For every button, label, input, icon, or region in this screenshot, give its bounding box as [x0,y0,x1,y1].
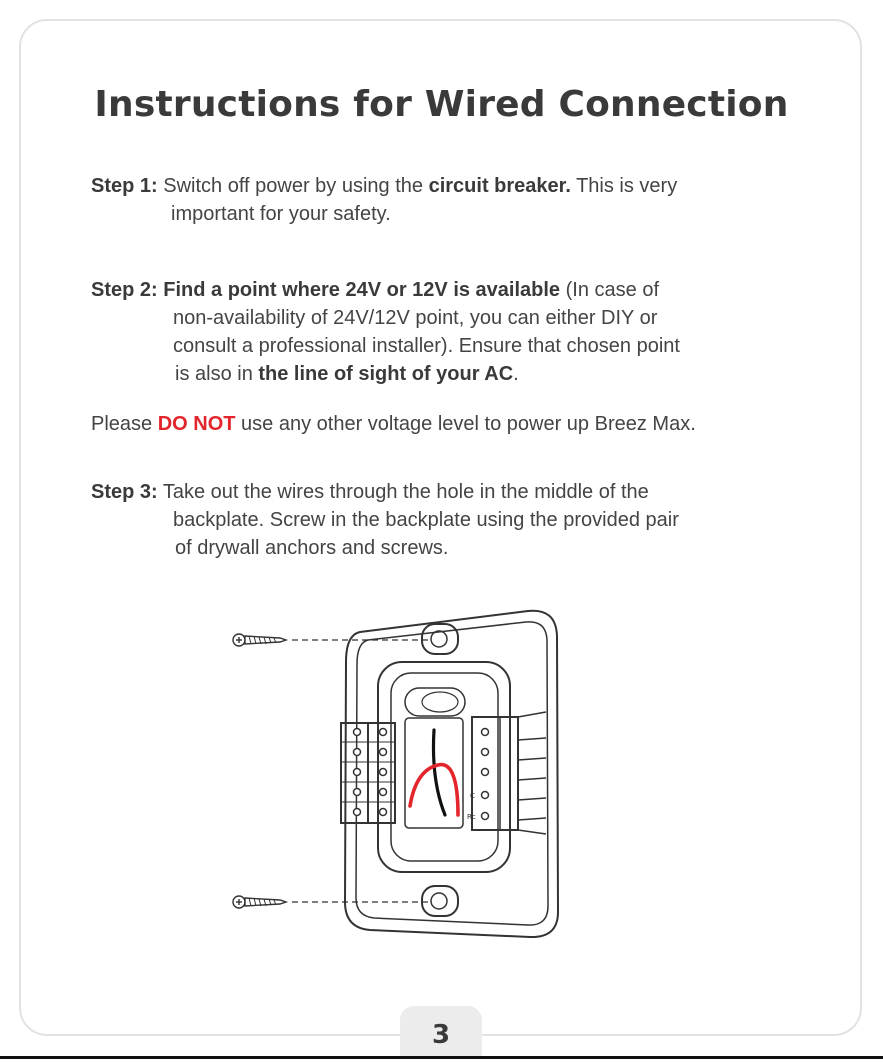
step-2-line-3: consult a professional installer). Ensure that chosen point [173,335,680,357]
step-1-bold-a: circuit breaker. [428,175,571,197]
page-number: 3 [400,1006,482,1059]
terminal-label-c: C [470,792,475,800]
top-screw [233,634,286,646]
step-2-text-a: (In case of [560,279,659,301]
step-1-line-2: important for your safety. [171,203,391,225]
step-1-text-a: Switch off power by using the [157,175,429,197]
step-1-text-b: This is very [570,175,678,197]
bottom-screw [233,896,286,908]
page-title: Instructions for Wired Connection [94,84,789,125]
warning-text-a: Please [91,413,158,435]
right-terminal-block [472,717,518,830]
step-2-line-4-a: is also in [175,363,259,385]
step-2-line-4-b: . [513,363,519,385]
top-slot-shadow [422,692,458,712]
black-wire [433,730,445,815]
warning-text-b: use any other voltage level to power up Breez Max. [235,413,696,435]
step-3-line-3: of drywall anchors and screws. [175,537,449,559]
step-2-line-4-bold: the line of sight of your AC [258,363,514,385]
bottom-screw-hole [422,886,458,916]
right-terminal-screws [482,729,489,820]
step-2-line-2: non-availability of 24V/12V point, you can either DIY or [173,307,658,329]
step-2-label: Step 2: [91,279,158,301]
top-screw-hole [422,624,458,654]
warning-do-not: DO NOT [157,413,236,435]
step-3-text-a: Take out the wires through the hole in the middle of the [157,481,649,503]
step-3-line-2: backplate. Screw in the backplate using the provided pair [173,509,679,531]
step-2-bold-a: Find a point where 24V or 12V is available [157,279,561,301]
backplate-frame [378,662,510,872]
terminal-label-rc: Rc [467,813,476,821]
step-3-label: Step 3: [91,481,158,503]
step-1-label: Step 1: [91,175,158,197]
